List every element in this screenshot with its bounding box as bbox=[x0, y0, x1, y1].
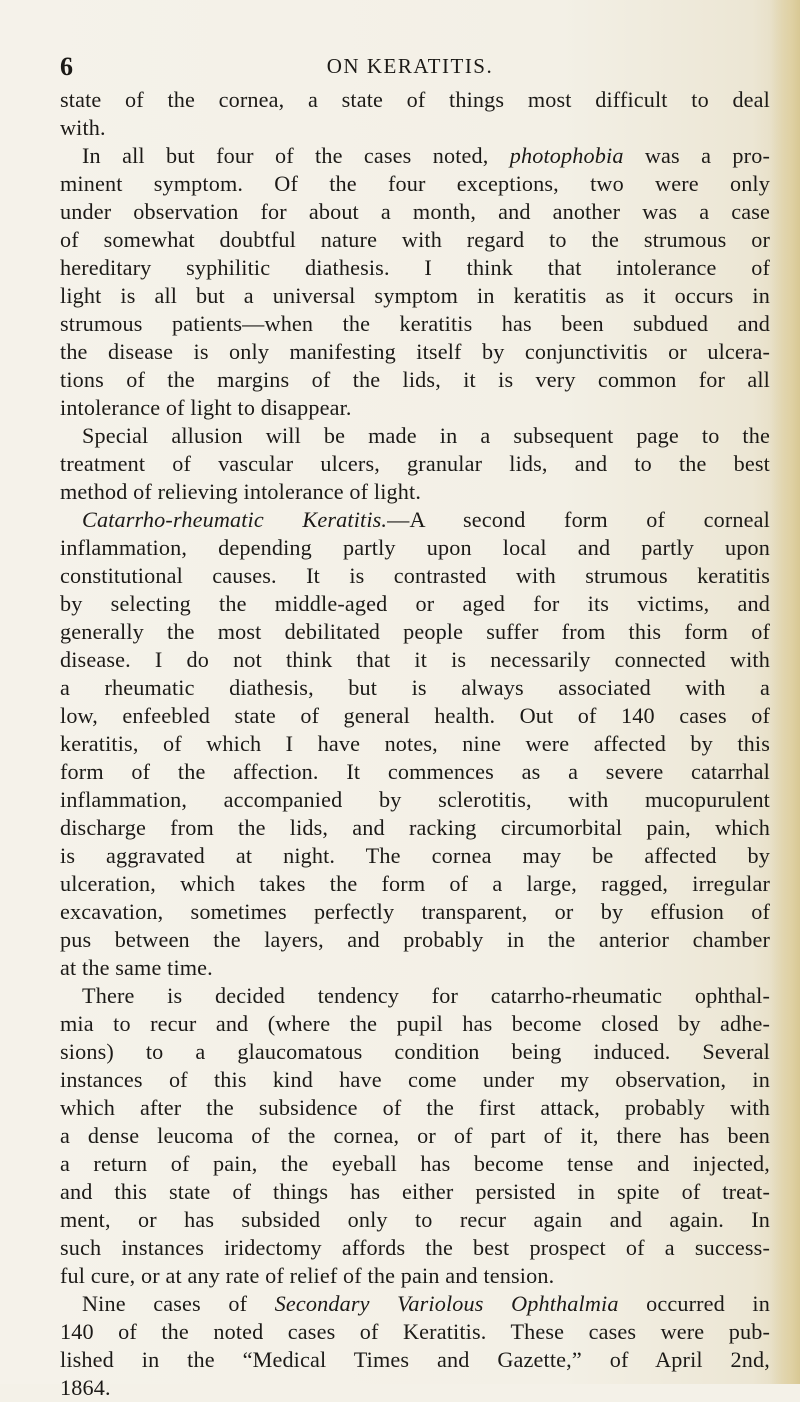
page-header bbox=[60, 52, 760, 80]
text-run: the disease is only manifesting itself by conjunctivitis or ulcera- bbox=[60, 339, 770, 364]
text-line bbox=[60, 506, 770, 534]
text-run: —A second form of corneal bbox=[387, 507, 770, 532]
text-line bbox=[60, 898, 770, 926]
text-line bbox=[60, 954, 770, 982]
text-line bbox=[60, 1346, 770, 1374]
text-line bbox=[60, 702, 770, 730]
text-run: ment, or has subsided only to recur again and again. In bbox=[60, 1207, 770, 1232]
text-run: Nine cases of bbox=[82, 1291, 275, 1316]
paragraph bbox=[60, 506, 770, 982]
italic-text: Catarrho-rheumatic Keratitis. bbox=[82, 507, 388, 532]
text-run: which after the subsidence of the first attack, probably with bbox=[60, 1095, 770, 1120]
text-run: was a pro- bbox=[623, 143, 770, 168]
italic-text: photophobia bbox=[509, 143, 624, 168]
text-run: minent symptom. Of the four exceptions, two were only bbox=[60, 171, 770, 196]
paragraph bbox=[60, 982, 770, 1290]
text-line bbox=[60, 282, 770, 310]
text-line bbox=[60, 86, 770, 114]
text-run: In all but four of the cases noted, bbox=[82, 143, 510, 168]
text-run: at the same time. bbox=[60, 955, 213, 980]
text-run: under observation for about a month, and another was a case bbox=[60, 199, 770, 224]
text-run: inflammation, accompanied by sclerotitis, with mucopurulent bbox=[60, 787, 770, 812]
text-run: mia to recur and (where the pupil has become closed by adhe- bbox=[60, 1011, 770, 1036]
text-line bbox=[60, 338, 770, 366]
text-line bbox=[60, 1122, 770, 1150]
running-title: ON KERATITIS. bbox=[326, 54, 494, 78]
text-run: generally the most debilitated people suffer from this form of bbox=[60, 619, 770, 644]
text-line bbox=[60, 870, 770, 898]
paragraph bbox=[60, 1290, 770, 1402]
text-run: of somewhat doubtful nature with regard to the strumous or bbox=[60, 227, 770, 252]
text-run: a rheumatic diathesis, but is always associated with a bbox=[60, 675, 770, 700]
text-run: disease. I do not think that it is necessarily connected with bbox=[60, 647, 770, 672]
text-run: 140 of the noted cases of Keratitis. These cases were pub- bbox=[60, 1319, 770, 1344]
text-run: occurred in bbox=[618, 1291, 770, 1316]
text-run: strumous patients—when the keratitis has been subdued and bbox=[60, 311, 770, 336]
text-run: method of relieving intolerance of light. bbox=[60, 479, 422, 504]
text-run: excavation, sometimes perfectly transparent, or by effusion of bbox=[60, 899, 770, 924]
text-run: such instances iridectomy affords the best prospect of a success- bbox=[60, 1235, 770, 1260]
text-line bbox=[60, 562, 770, 590]
text-line bbox=[60, 198, 770, 226]
text-line bbox=[60, 450, 770, 478]
paragraph bbox=[60, 86, 770, 142]
text-line bbox=[60, 982, 770, 1010]
text-line bbox=[60, 646, 770, 674]
text-line bbox=[60, 590, 770, 618]
text-line bbox=[60, 142, 770, 170]
text-run: a return of pain, the eyeball has become tense and injected, bbox=[60, 1151, 770, 1176]
text-run: hereditary syphilitic diathesis. I think that intolerance of bbox=[60, 255, 770, 280]
text-run: 1864. bbox=[60, 1375, 111, 1400]
text-line bbox=[60, 814, 770, 842]
text-line bbox=[60, 366, 770, 394]
text-run: Special allusion will be made in a subsequent page to the bbox=[82, 423, 770, 448]
text-line bbox=[60, 674, 770, 702]
text-run: lished in the “Medical Times and Gazette,” of April 2nd, bbox=[60, 1347, 770, 1372]
text-run: by selecting the middle-aged or aged for its victims, and bbox=[60, 591, 770, 616]
text-line bbox=[60, 1066, 770, 1094]
text-run: pus between the layers, and probably in the anterior chamber bbox=[60, 927, 770, 952]
text-line bbox=[60, 1290, 770, 1318]
text-line bbox=[60, 422, 770, 450]
text-run: discharge from the lids, and racking circumorbital pain, which bbox=[60, 815, 770, 840]
text-run: light is all but a universal symptom in keratitis as it occurs in bbox=[60, 283, 770, 308]
page-edge-shadow bbox=[770, 0, 800, 1384]
paragraph bbox=[60, 142, 770, 422]
text-line bbox=[60, 1094, 770, 1122]
text-run: constitutional causes. It is contrasted with strumous keratitis bbox=[60, 563, 770, 588]
text-line bbox=[60, 730, 770, 758]
text-run: treatment of vascular ulcers, granular lids, and to the best bbox=[60, 451, 770, 476]
text-run: ulceration, which takes the form of a large, ragged, irregular bbox=[60, 871, 770, 896]
page-number: 6 bbox=[60, 52, 74, 81]
text-line bbox=[60, 170, 770, 198]
paragraph bbox=[60, 422, 770, 506]
text-run: with. bbox=[60, 115, 106, 140]
text-line bbox=[60, 1262, 770, 1290]
text-line bbox=[60, 1234, 770, 1262]
text-line bbox=[60, 478, 770, 506]
text-line bbox=[60, 1318, 770, 1346]
text-run: is aggravated at night. The cornea may be affected by bbox=[60, 843, 770, 868]
text-run: keratitis, of which I have notes, nine were affected by this bbox=[60, 731, 770, 756]
text-run: sions) to a glaucomatous condition being induced. Several bbox=[60, 1039, 770, 1064]
text-line bbox=[60, 1038, 770, 1066]
text-line bbox=[60, 1010, 770, 1038]
body-text bbox=[60, 86, 770, 1402]
text-run: state of the cornea, a state of things most difficult to deal bbox=[60, 87, 770, 112]
text-line bbox=[60, 1374, 770, 1402]
text-line bbox=[60, 1178, 770, 1206]
text-run: ful cure, or at any rate of relief of the pain and tension. bbox=[60, 1263, 555, 1288]
text-line bbox=[60, 786, 770, 814]
text-line bbox=[60, 114, 770, 142]
text-run: a dense leucoma of the cornea, or of part of it, there has been bbox=[60, 1123, 770, 1148]
text-run: intolerance of light to disappear. bbox=[60, 395, 352, 420]
text-line bbox=[60, 394, 770, 422]
text-line bbox=[60, 926, 770, 954]
text-run: There is decided tendency for catarrho-rheumatic ophthal- bbox=[82, 983, 770, 1008]
text-line bbox=[60, 226, 770, 254]
text-line bbox=[60, 1150, 770, 1178]
text-line bbox=[60, 758, 770, 786]
text-line bbox=[60, 534, 770, 562]
text-run: form of the affection. It commences as a severe catarrhal bbox=[60, 759, 770, 784]
text-line bbox=[60, 842, 770, 870]
text-line bbox=[60, 310, 770, 338]
text-run: inflammation, depending partly upon local and partly upon bbox=[60, 535, 770, 560]
text-run: and this state of things has either persisted in spite of treat- bbox=[60, 1179, 770, 1204]
text-line bbox=[60, 1206, 770, 1234]
italic-text: Secondary Variolous Ophthalmia bbox=[274, 1291, 619, 1316]
text-run: low, enfeebled state of general health. Out of 140 cases of bbox=[60, 703, 770, 728]
text-run: instances of this kind have come under my observation, in bbox=[60, 1067, 770, 1092]
text-run: tions of the margins of the lids, it is very common for all bbox=[60, 367, 770, 392]
text-line bbox=[60, 254, 770, 282]
text-line bbox=[60, 618, 770, 646]
